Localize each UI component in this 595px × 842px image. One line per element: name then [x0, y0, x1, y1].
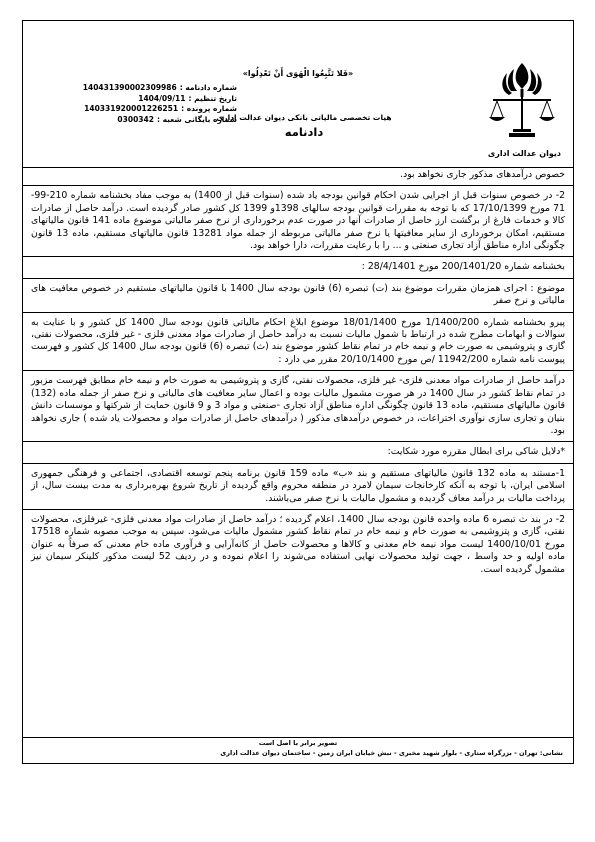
- meta-label: شماره پرونده :: [181, 104, 237, 113]
- body-paragraph: *دلایل شاکی برای ابطال مقرره مورد شکایت:: [387, 446, 565, 458]
- body-paragraph: 1-مستند به ماده 132 قانون مالیاتهای مستقیم و بند «ب» ماده 159 قانون برنامه پنجم توسعه اقتصادی، اجتماعی و فرهنگی جمهوری اسلامی ایران، با توجه به آنکه کارخانجات سیمان لامرد در منطقه محروم واقع گردیده از تاریخ شروع بهره‌برداری به مدت بیست سال، از پرداخت مالیات بر درآمد معاف گردیده و مشمول مالیات با نرخ صفر می‌باشند.: [31, 467, 565, 504]
- paragraph-divider: [23, 256, 573, 257]
- paragraph-divider: [23, 312, 573, 313]
- court-name: دیوان عدالت اداری: [487, 149, 561, 158]
- meta-value: 140431390002309986: [82, 83, 177, 92]
- body-paragraph: خصوص درآمدهای مذکور جاری نخواهد بود.: [400, 169, 565, 180]
- meta-label: شماره بایگانی شعبه :: [156, 114, 237, 124]
- court-address: نشانی: تهران - بزرگراه ستاری - بلوار شهید مخبری - نبش خیابان ایران زمین - ساختمان دیوان عدالت اداری: [220, 749, 563, 757]
- paragraph-divider: [23, 509, 573, 510]
- paragraph-divider: [23, 370, 573, 371]
- document-page: [22, 20, 574, 764]
- paragraph-divider: [23, 185, 573, 186]
- iran-emblem-icon: [487, 61, 557, 141]
- document-title: دادنامه: [284, 125, 324, 139]
- paragraph-divider: [23, 278, 573, 279]
- body-paragraph: درآمد حاصل از صادرات مواد معدنی فلزی- غیر فلزی، محصولات نفتی، گازی و پتروشیمی به صورت خام و نیمه خام مطابق فهرست مزبور در تمام نقاط کشور در سال 1400 در هر صورت مشمول مالیات بوده و اعمال سایر معافیت های مالیاتی و نرخ صفر از جمله ماده (132) قانون مالیاتهای مستقیم، ماده 13 قانون چگونگی اداره مناطق آزاد تجاری -صنعتی و مواد 3 و 9 قانون حمایت از شرکتها و موسسات دانش بنیان و تجاری سازی نوآوری اختراعات، در خصوص درآمدهای مذکور ( درآمدهای حاصل از صادرات مواد و محصولات یاد شده ) جاری نخواهد بود.: [31, 375, 565, 436]
- footer-divider: [23, 737, 573, 738]
- document-header: [23, 21, 573, 173]
- body-paragraph: موضوع : اجرای همزمان مقررات موضوع بند (ت) تبصره (6) قانون بودجه سال 1400 با قانون مالیاتهای مستقیم در خصوص معافیت های مالیاتی و نرخ صفر: [31, 282, 565, 307]
- header-divider: [23, 167, 573, 168]
- header-verse: «فَلا تَتَّبِعُوا الْهَوَى أَنْ تَعْدِلُوا»: [242, 69, 354, 78]
- meta-date: [47, 94, 237, 105]
- body-paragraph: 2- در بند ث تبصره 6 ماده واحده قانون بودجه سال 1400، اعلام گردیده ؛ درآمد حاصل از صادرات مواد معدنی فلزی- غیرفلزی، محصولات نفتی، گازی و پتروشیمی به صورت خام و نیمه خام در تمام نقاط کشور مشمول مالیات می‌شود. سپس به موجب مصوبه شماره 17518 مورخ 1400/10/01 لیست مواد نیمه خام معدنی و کالاها و محصولات حاصل از کانه‌آرایی و فرآوری ماده خام معدنی که صرفاً به عنوان ماده اولیه و حد واسط ، جهت تولید محصولات نهایی استفاده می‌شوند را اعلام نموده و در ردیف 52 لیست مذکور کلینکر سیمان نیز مشمول گردیده است.: [31, 513, 565, 575]
- meta-value: 0300342: [117, 114, 154, 124]
- certified-copy-note: تصویر برابر با اصل است: [258, 739, 338, 747]
- document-body: [31, 169, 565, 576]
- body-paragraph: 2- در خصوص سنوات قبل از اجرایی شدن احکام قوانین بودجه یاد شده (سنوات قبل از 1400) به موجب مفاد بخشنامه شماره 210-99-71 مورخ 17/10/1399 که با توجه به مقررات قوانین بودجه سالهای 1398و 1399 کل کشور صادر گردیده است. درآمد حاصل از صادرات کالا و خدمات فارغ از برگشت ارز حاصل از صادرات آنها در صورت عدم برخورداری از نرخ صفر مالیاتی موضوع ماده 141 قانون مالیاتهای مستقیم، امکان برخورداری از سایر معافیتها یا نرخ صفر مالیاتی مربوطه از جمله مواد 13281 قانون مالیاتهای مستقیم، ماده 13 قانون چگونگی اداره مناطق آزاد تجاری صنعتی و ... را با رعایت مقررات، دارا خواهد بود.: [31, 190, 566, 252]
- paragraph-divider: [23, 463, 573, 464]
- paragraph-divider: [23, 441, 573, 442]
- meta-verdict-number: [47, 83, 237, 94]
- meta-value: 1404/09/11: [138, 93, 186, 103]
- board-title: هیات تخصصی مالیاتی بانکی دیوان عدالت اداری: [216, 113, 392, 122]
- body-paragraph: بخشنامه شماره 200/1401/20 مورخ 28/4/1401 :: [361, 261, 565, 273]
- meta-value: 140331920001226251: [84, 104, 179, 113]
- meta-label: تاریخ تنظیم :: [188, 93, 237, 103]
- body-paragraph: پیرو بخشنامه شماره 1/1400/200 مورخ 18/01/1400 موضوع ابلاغ احکام مالیاتی قانون بودجه سال 1400 کل کشور و با عنایت به سوالات و ابهامات مطرح شده در ارتباط با شمول مالیات نسبت به درآمد حاصل از صادرات مواد معدنی فلزی - غیر فلزی، محصولات نفتی، گازی و پتروشیمی به صورت خام و نیمه خام در تمام نقاط کشور موضوع بند (ث) تبصره (6) قانون بودجه سال 1400 کل کشور و فهرست پیوست نامه شماره 11942/200 /ص مورخ 20/10/1400 مقرر می دارد :: [31, 316, 565, 365]
- document-footer: [23, 737, 573, 763]
- meta-label: شماره دادنامه :: [179, 83, 237, 92]
